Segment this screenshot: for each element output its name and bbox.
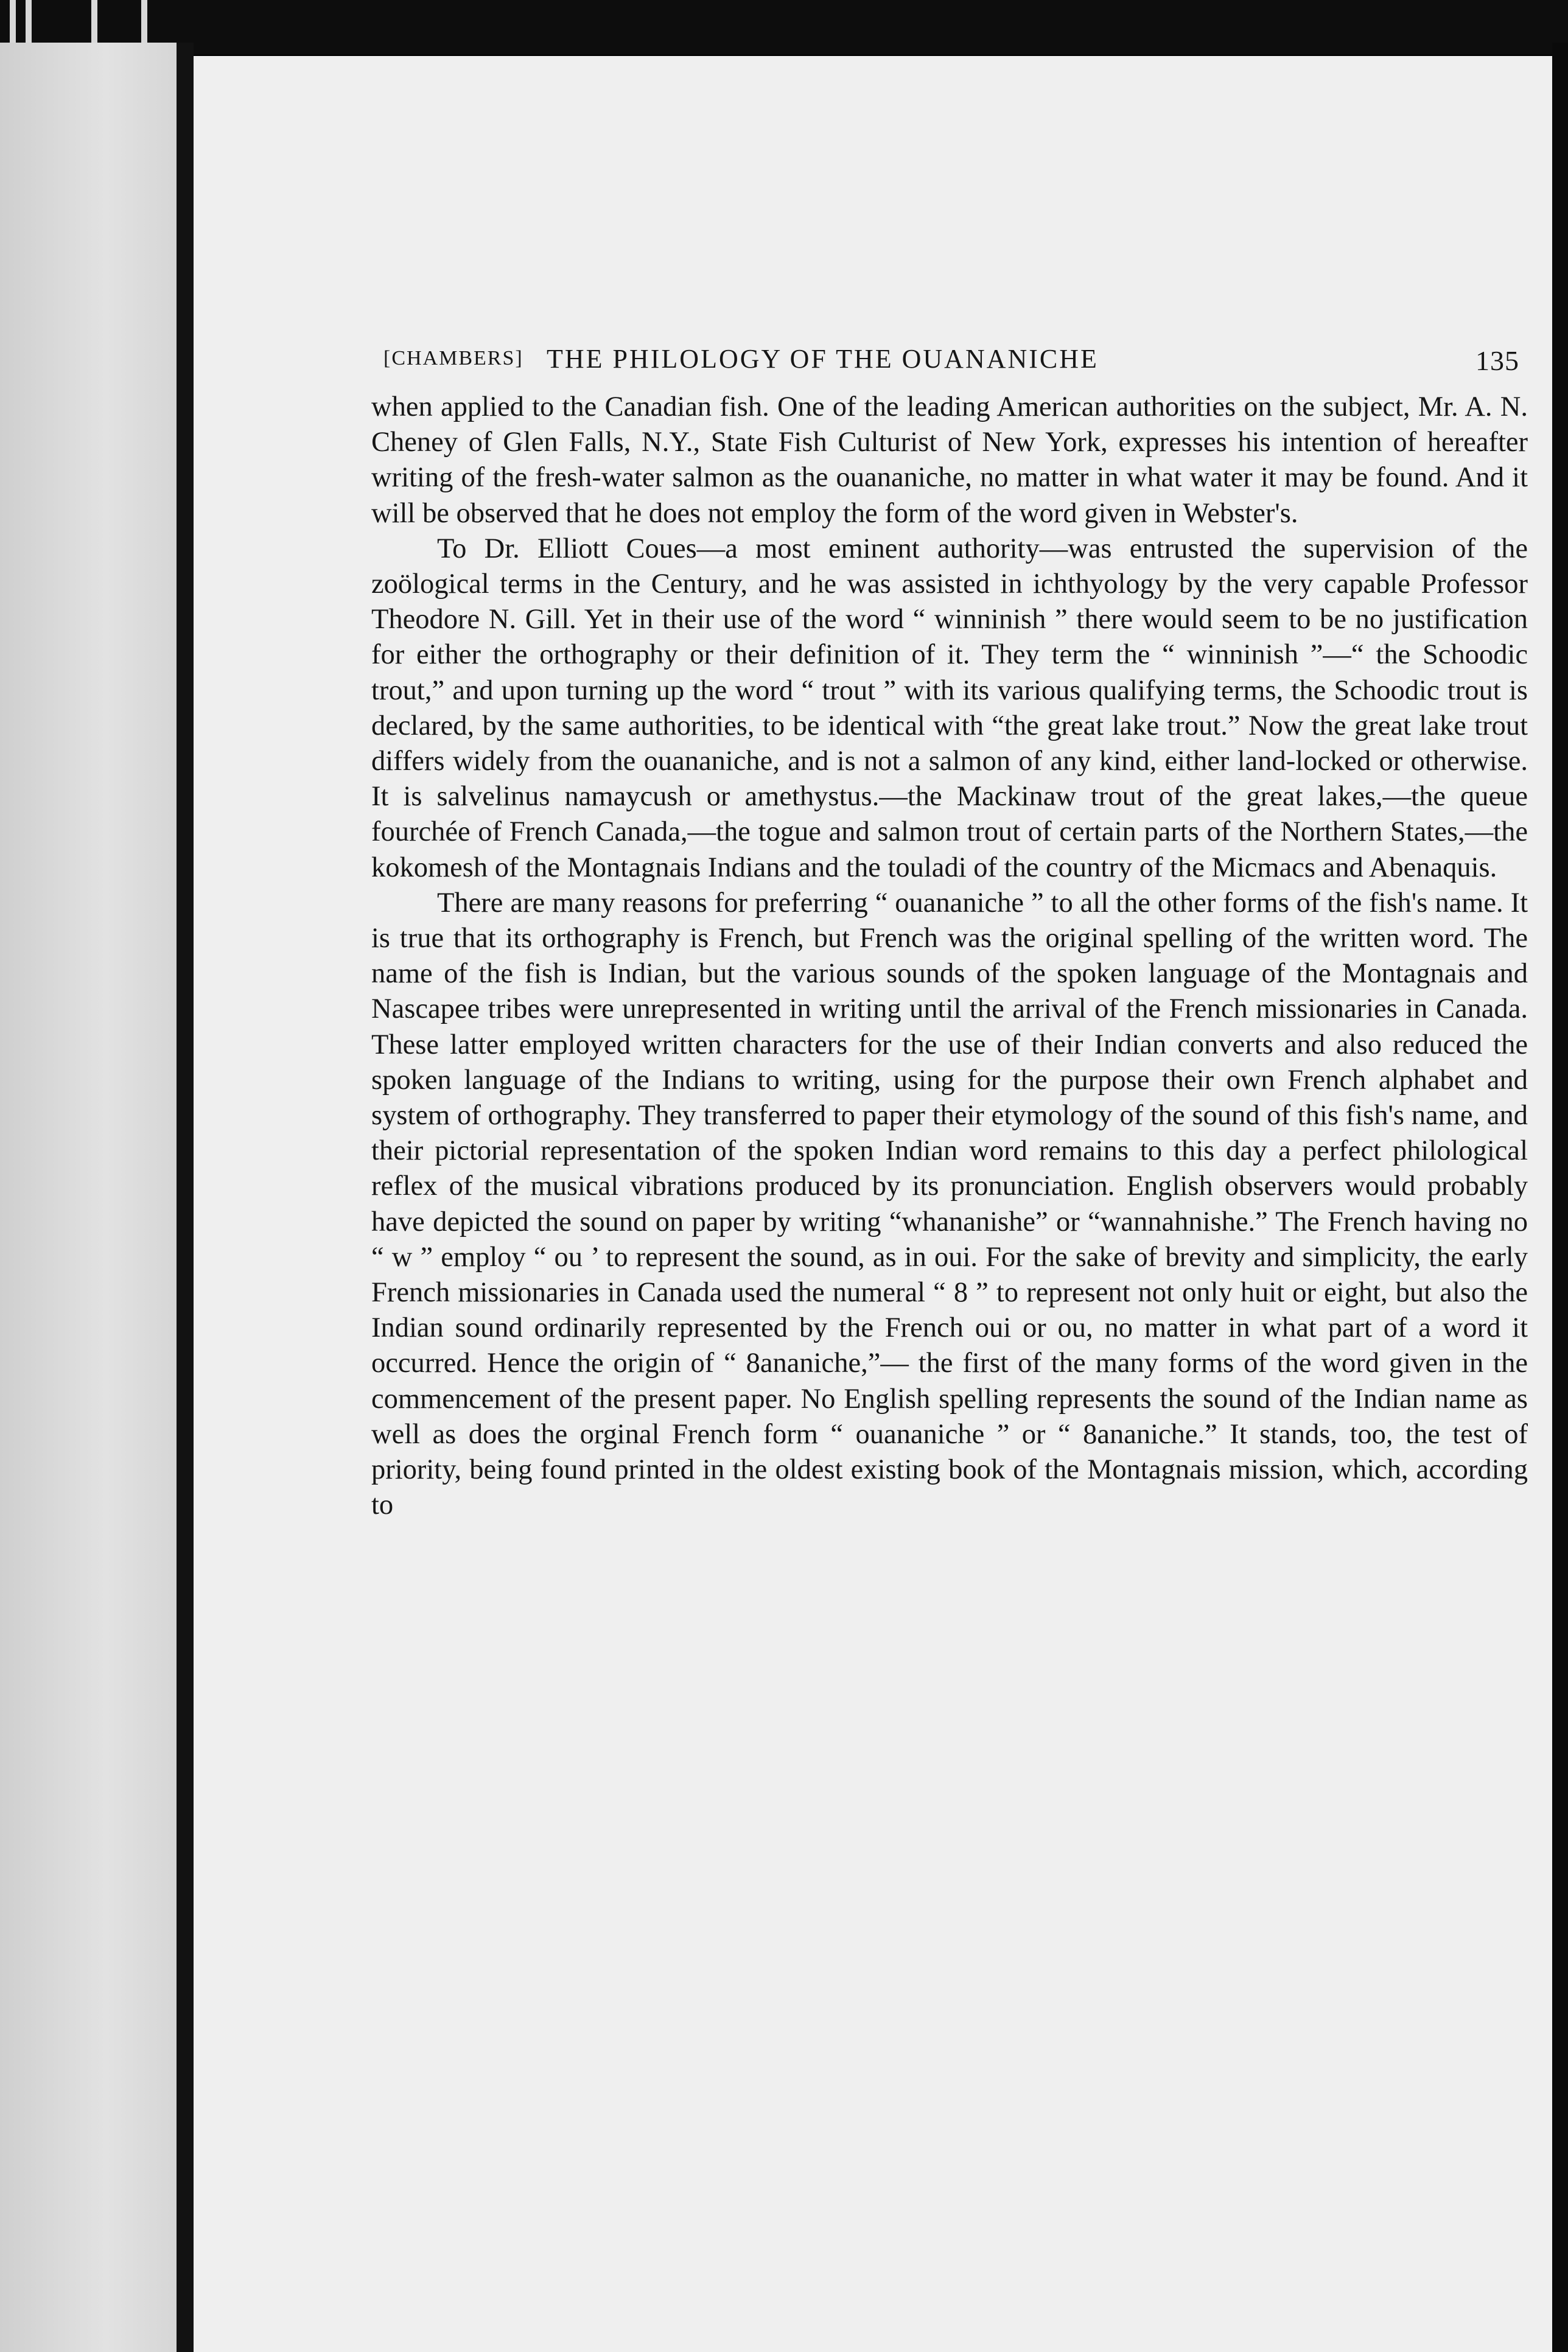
scan-border-top: [0, 0, 1568, 55]
running-head: [371, 341, 1528, 390]
scan-border-mark: [10, 0, 16, 43]
scan-border-mark: [26, 0, 32, 43]
book-gutter: [177, 43, 194, 2352]
paragraph-coues: To Dr. Elliott Coues—a most eminent authority—was entrusted the supervision of the zoölogical terms in the Century, and he was assisted in ichthyology by the very capable Professor Theodore N. Gill. Yet in their use of the word “ winninish ” there would seem to be no justification for either the orthography or their definition of it. They term the “ winninish ”—“ the Schoodic trout,” and upon turning up the word “ trout ” with its various qualifying terms, the Schoodic trout is declared, by the same authorities, to be identical with “the great lake trout.” Now the great lake trout differs widely from the ouananiche, and is not a salmon of any kind, either land-locked or otherwise. It is salvelinus namaycush or amethystus.—the Mackinaw trout of the great lakes,—the queue fourchée of French Canada,—the togue and salmon trout of certain parts of the Northern States,—the kokomesh of the Montagnais Indians and the touladi of the country of the Micmacs and Abenaquis.: [371, 533, 1528, 883]
running-head-author: [CHAMBERS]: [383, 347, 523, 369]
scan-border-mark: [91, 0, 97, 43]
scan-border-right: [1552, 43, 1568, 2352]
paragraph-continued: when applied to the Canadian fish. One of the leading American authorities on the subject, Mr. A. N. Cheney of Glen Falls, N.Y., State Fish Culturist of New York, expresses his intention of hereafter writing of the fresh-water salmon as the ouananiche, no matter in what water it may be found. And it will be observed that he does not employ the form of the word given in Webster's.: [371, 391, 1528, 529]
paragraph-reasons: There are many reasons for preferring “ ouananiche ” to all the other forms of the fish's name. It is true that its orthography is French, but French was the original spelling of the written word. The name of the fish is Indian, but the various sounds of the spoken language of the Montagnais and Nascapee tribes were unrepresented in writing until the arrival of the French missionaries in Canada. These latter employed written characters for the use of their Indian converts and also reduced the spoken language of the Indians to writing, using for the purpose their own French alphabet and system of orthography. They transferred to paper their etymology of the sound of this fish's name, and their pictorial representation of the spoken Indian word remains to this day a perfect philological reflex of the musical vibrations produced by its pronunciation. English observers would probably have depicted the sound on paper by writing “whananishe” or “wannahnishe.” The French having no “ w ” employ “ ou ’ to represent the sound, as in oui. For the sake of brevity and simplicity, the early French missionaries in Canada used the numeral “ 8 ” to represent not only huit or eight, but also the Indian sound ordinarily represented by the French oui or ou, no matter in what part of a word it occurred. Hence the origin of “ 8ananiche,”— the first of the many forms of the word given in the commencement of the present paper. No English spelling represents the sound of the Indian name as well as does the orginal French form “ ouananiche ” or “ 8ananiche.” It stands, too, the test of priority, being found printed in the oldest existing book of the Montagnais mission, which, according to: [371, 887, 1528, 1521]
facing-page-edge: [0, 43, 177, 2352]
scan-border-mark: [141, 0, 147, 43]
page-text-block: [371, 341, 1528, 1524]
page-number: 135: [1475, 345, 1519, 376]
running-head-title: THE PHILOLOGY OF THE OUANANICHE: [547, 344, 1099, 374]
book-page: [194, 56, 1552, 2352]
